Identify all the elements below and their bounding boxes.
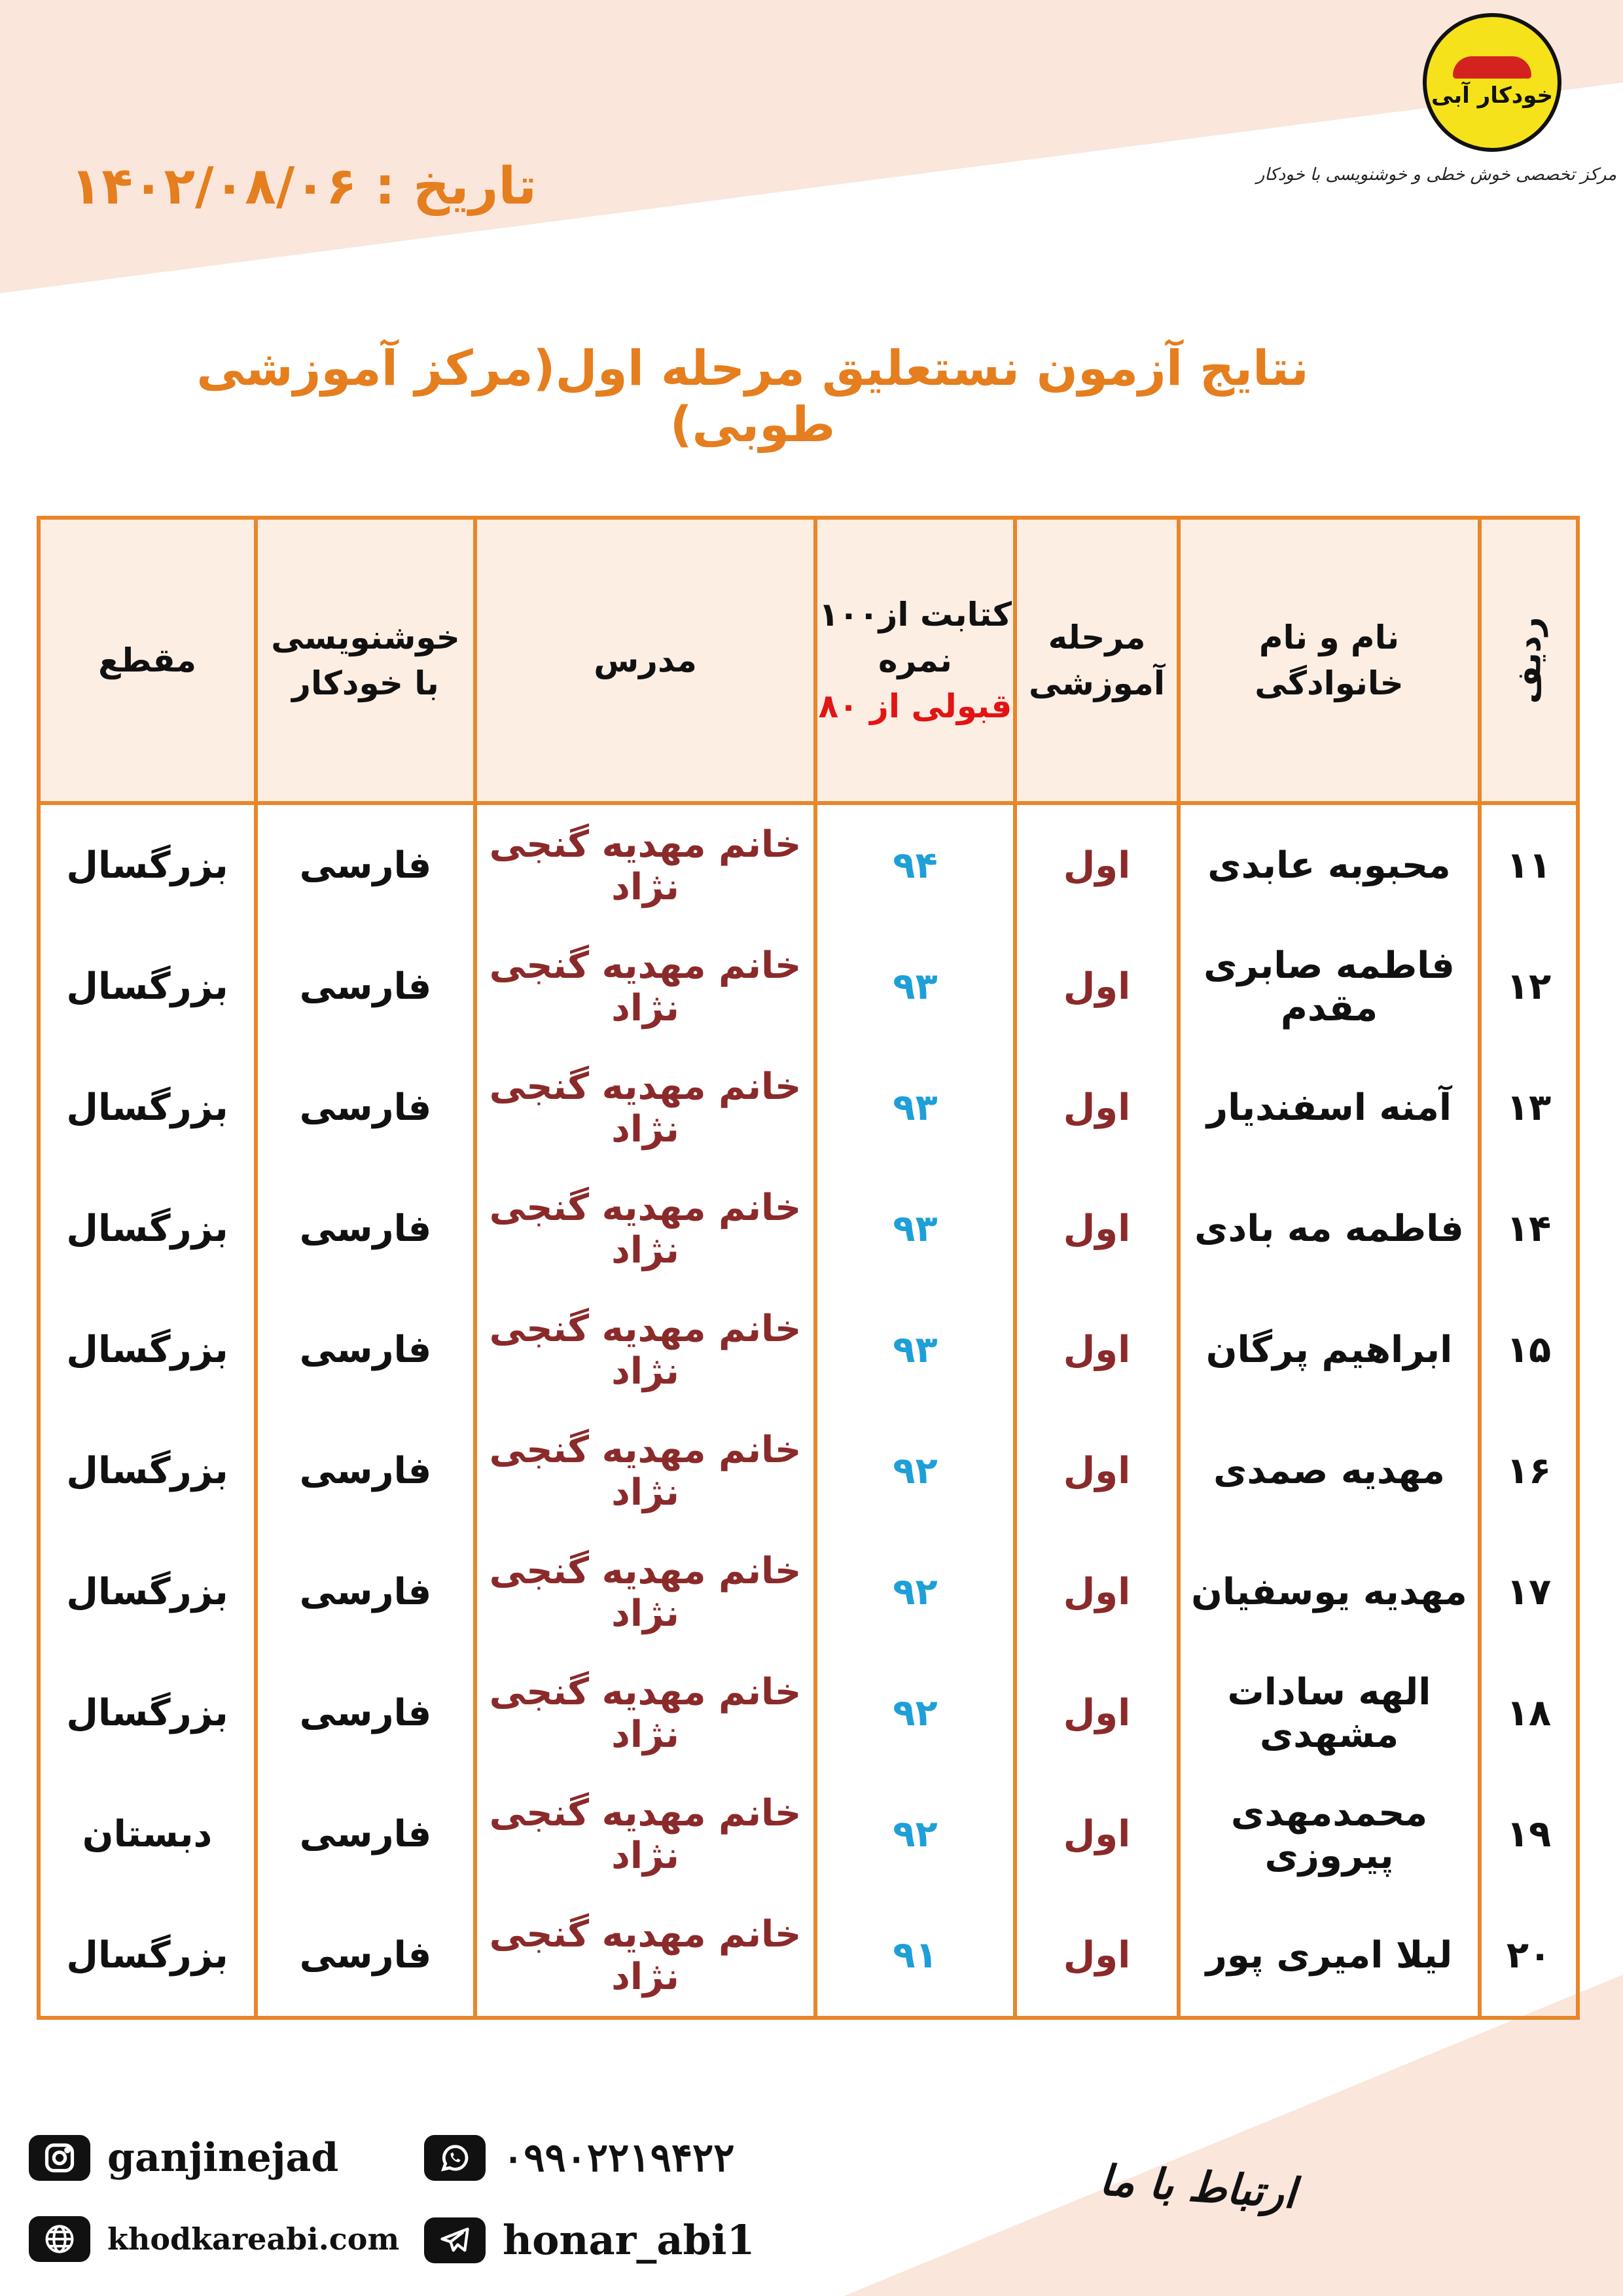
level-cell: بزرگسال [39, 803, 256, 926]
teacher-cell: خانم مهدیه گنجی نژاد [475, 1289, 815, 1410]
telegram-handle: honar_abi1 [503, 2216, 755, 2264]
stage-cell: اول [1015, 1774, 1179, 1895]
student-name: آمنه اسفندیار [1179, 1047, 1480, 1168]
score-cell: ۹۳ [815, 926, 1015, 1047]
table-row [39, 1653, 1578, 1774]
row-number: ۱۹ [1480, 1774, 1578, 1895]
page-title: نتایج آزمون نستعلیق مرحله اول(مرکز آموزشی طوبی) [196, 340, 1309, 453]
table-header-row [39, 518, 1578, 803]
contact-label: ارتباط با ما [1097, 2156, 1298, 2219]
student-name: فاطمه صابری مقدم [1179, 926, 1480, 1047]
calligraphy-type-cell: فارسی [256, 1653, 475, 1774]
teacher-cell: خانم مهدیه گنجی نژاد [475, 1168, 815, 1289]
stage-cell: اول [1015, 1895, 1179, 2018]
calligraphy-type-cell: فارسی [256, 1168, 475, 1289]
teacher-cell: خانم مهدیه گنجی نژاد [475, 1047, 815, 1168]
table-row [39, 1047, 1578, 1168]
teacher-cell: خانم مهدیه گنجی نژاد [475, 1532, 815, 1653]
student-name: لیلا امیری پور [1179, 1895, 1480, 2018]
stage-cell: اول [1015, 1532, 1179, 1653]
stage-cell: اول [1015, 1047, 1179, 1168]
logo-swoosh [1453, 56, 1531, 79]
header-score [815, 518, 1015, 803]
level-cell: بزرگسال [39, 1895, 256, 2018]
website-contact[interactable] [29, 2216, 399, 2262]
score-cell: ۹۳ [815, 1168, 1015, 1289]
score-cell: ۹۳ [815, 1289, 1015, 1410]
calligraphy-type-cell: فارسی [256, 1047, 475, 1168]
student-name: مهدیه صمدی [1179, 1410, 1480, 1532]
instagram-handle: ganjinejad [107, 2135, 339, 2181]
header-score-accept: قبولی از ۸۰ [818, 687, 1012, 725]
calligraphy-type-cell: فارسی [256, 1895, 475, 2018]
table-row [39, 1410, 1578, 1532]
header-stage: مرحله آموزشی [1015, 518, 1179, 803]
calligraphy-type-cell: فارسی [256, 926, 475, 1047]
row-number: ۱۴ [1480, 1168, 1578, 1289]
table-row [39, 1895, 1578, 2018]
results-table [37, 516, 1580, 2020]
calligraphy-type-cell: فارسی [256, 1410, 475, 1532]
level-cell: بزرگسال [39, 1532, 256, 1653]
whatsapp-contact[interactable] [424, 2135, 735, 2181]
level-cell: بزرگسال [39, 1410, 256, 1532]
row-number: ۱۵ [1480, 1289, 1578, 1410]
instagram-contact[interactable] [29, 2135, 338, 2181]
teacher-cell: خانم مهدیه گنجی نژاد [475, 1895, 815, 2018]
stage-cell: اول [1015, 803, 1179, 926]
score-cell: ۹۲ [815, 1410, 1015, 1532]
student-name: فاطمه مه بادی [1179, 1168, 1480, 1289]
row-number: ۱۲ [1480, 926, 1578, 1047]
table-row [39, 1532, 1578, 1653]
level-cell: دبستان [39, 1774, 256, 1895]
header-level: مقطع [39, 518, 256, 803]
teacher-cell: خانم مهدیه گنجی نژاد [475, 1410, 815, 1532]
globe-icon [29, 2216, 90, 2262]
score-cell: ۹۳ [815, 1047, 1015, 1168]
header-name: نام و نام خانوادگی [1179, 518, 1480, 803]
level-cell: بزرگسال [39, 926, 256, 1047]
logo-block [1256, 13, 1616, 203]
telegram-icon [424, 2217, 486, 2263]
row-number: ۲۰ [1480, 1895, 1578, 2018]
teacher-cell: خانم مهدیه گنجی نژاد [475, 926, 815, 1047]
student-name: محبوبه عابدی [1179, 803, 1480, 926]
student-name: الهه سادات مشهدی [1179, 1653, 1480, 1774]
website-url: khodkareabi.com [107, 2221, 400, 2257]
stage-cell: اول [1015, 1168, 1179, 1289]
calligraphy-type-cell: فارسی [256, 1532, 475, 1653]
row-number: ۱۷ [1480, 1532, 1578, 1653]
score-cell: ۹۲ [815, 1653, 1015, 1774]
table-row [39, 926, 1578, 1047]
header-type: خوشنویسی با خودکار [256, 518, 475, 803]
logo-tagline: مرکز تخصصی خوش خطی و خوشنویسی با خودکار [1256, 165, 1616, 185]
date-label: تاریخ : ۱۴۰۲/۰۸/۰۶ [70, 157, 537, 216]
row-number: ۱۶ [1480, 1410, 1578, 1532]
whatsapp-number: ۰۹۹۰۲۲۱۹۴۲۲ [503, 2135, 735, 2181]
instagram-icon [29, 2135, 90, 2181]
calligraphy-type-cell: فارسی [256, 1774, 475, 1895]
score-cell: ۹۴ [815, 803, 1015, 926]
header-score-line2: نمره [878, 641, 952, 679]
score-cell: ۹۲ [815, 1774, 1015, 1895]
level-cell: بزرگسال [39, 1168, 256, 1289]
table-row [39, 803, 1578, 926]
table-row [39, 1289, 1578, 1410]
score-cell: ۹۲ [815, 1532, 1015, 1653]
header-teacher: مدرس [475, 518, 815, 803]
teacher-cell: خانم مهدیه گنجی نژاد [475, 1653, 815, 1774]
level-cell: بزرگسال [39, 1653, 256, 1774]
row-number: ۱۸ [1480, 1653, 1578, 1774]
logo [1423, 13, 1561, 152]
logo-text: خودکار آبی [1431, 82, 1554, 109]
stage-cell: اول [1015, 926, 1179, 1047]
telegram-contact[interactable] [424, 2216, 755, 2264]
teacher-cell: خانم مهدیه گنجی نژاد [475, 803, 815, 926]
row-number: ۱۱ [1480, 803, 1578, 926]
header-row-number: ردیف [1480, 518, 1578, 803]
row-number: ۱۳ [1480, 1047, 1578, 1168]
student-name: محمدمهدی پیروزی [1179, 1774, 1480, 1895]
whatsapp-icon [424, 2135, 486, 2181]
calligraphy-type-cell: فارسی [256, 1289, 475, 1410]
level-cell: بزرگسال [39, 1289, 256, 1410]
teacher-cell: خانم مهدیه گنجی نژاد [475, 1774, 815, 1895]
stage-cell: اول [1015, 1289, 1179, 1410]
stage-cell: اول [1015, 1653, 1179, 1774]
calligraphy-type-cell: فارسی [256, 803, 475, 926]
table-row [39, 1168, 1578, 1289]
table-row [39, 1774, 1578, 1895]
score-cell: ۹۱ [815, 1895, 1015, 2018]
student-name: مهدیه یوسفیان [1179, 1532, 1480, 1653]
header-score-line1: کتابت از۱۰۰ [819, 596, 1012, 634]
student-name: ابراهیم پرگان [1179, 1289, 1480, 1410]
stage-cell: اول [1015, 1410, 1179, 1532]
level-cell: بزرگسال [39, 1047, 256, 1168]
